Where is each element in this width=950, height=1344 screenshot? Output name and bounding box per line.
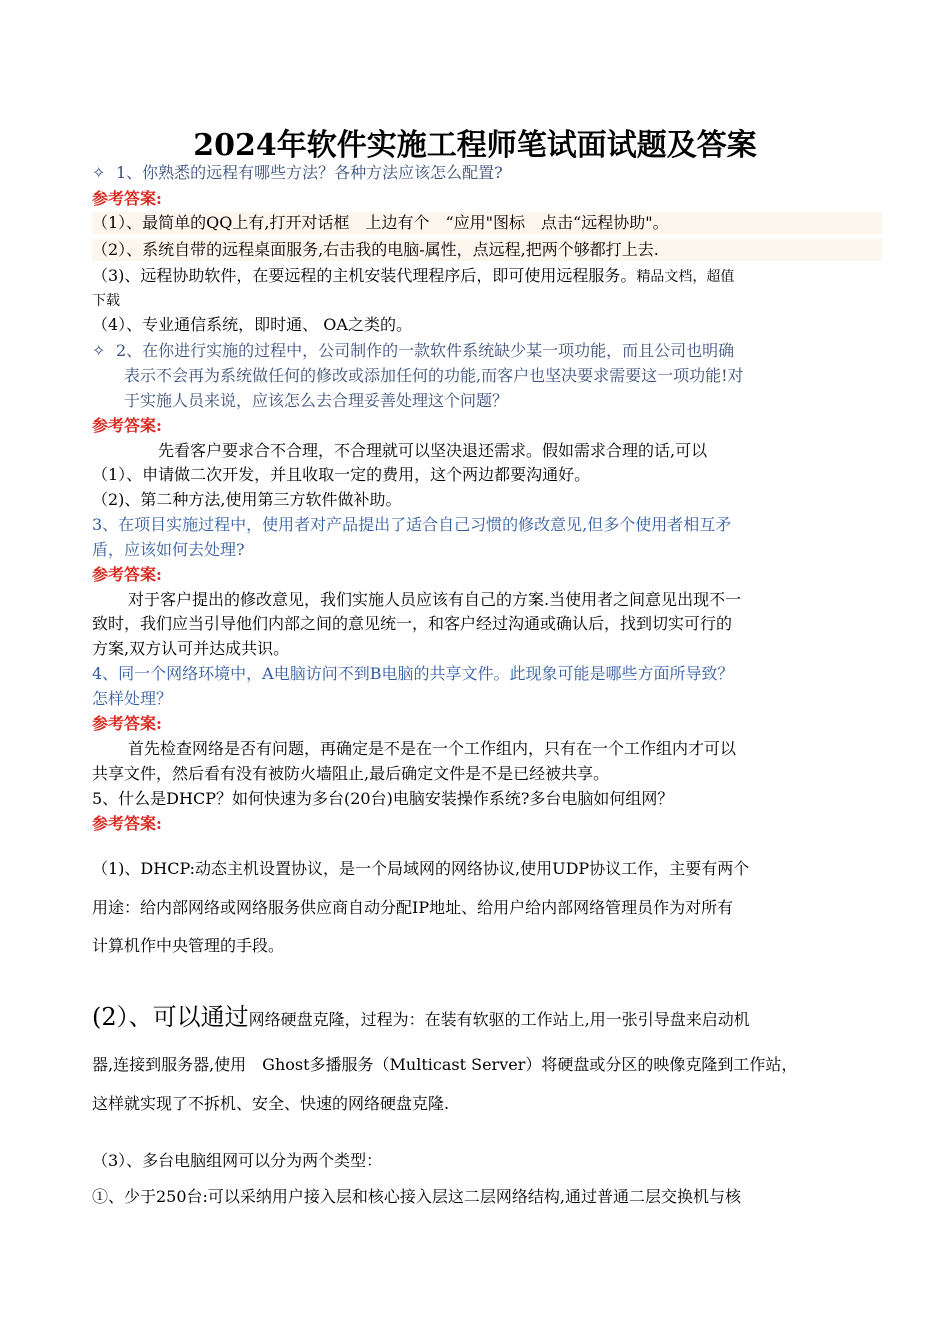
answer-5-p2-lead: (2）、可以通过 xyxy=(92,1003,249,1031)
question-5: 5、什么是DHCP？如何快速为多台(20台)电脑安装操作系统?多台电脑如何组网？ xyxy=(92,789,674,808)
answer-5-p2-line-3: 这样就实现了不拆机、安全、快速的网络硬盘克隆. xyxy=(92,1094,450,1113)
answer-5-p1-line-1: （1)、DHCP:动态主机设置协议，是一个局域网的网络协议,使用UDP协议工作，主要有两个 xyxy=(92,859,750,878)
answer-5-p1-line-2: 用途：给内部网络或网络服务供应商自动分配IP地址、给用户给内部网络管理员作为对所有 xyxy=(92,898,734,917)
answer-label: 参考答案: xyxy=(92,814,162,833)
answer-5-p2-text: 网络硬盘克隆，过程为：在装有软驱的工作站上,用一张引导盘来启动机 xyxy=(248,1010,750,1029)
question-4-line-2: 怎样处理？ xyxy=(92,689,173,708)
question-2-text-1: 2、在你进行实施的过程中，公司制作的一款软件系统缺少某一项功能，而且公司也明确 xyxy=(116,341,735,360)
answer-label: 参考答案: xyxy=(92,714,162,733)
answer-1-item-3-text: （3)、远程协助软件，在要远程的主机安装代理程序后，即可使用远程服务。 xyxy=(92,266,637,285)
document-title: 2024年软件实施工程师笔试面试题及答案 xyxy=(193,128,757,163)
question-3-line-1: 3、在项目实施过程中，使用者对产品提出了适合自己习惯的修改意见,但多个使用者相互矛 xyxy=(92,515,732,534)
answer-1-item-1: （1）、最简单的QQ上有,打开对话框 上边有个 “应用"图标 点击“远程协助"。 xyxy=(92,212,882,234)
answer-label: 参考答案: xyxy=(92,416,162,435)
answer-2-intro: 先看客户要求合不合理，不合理就可以坚决退还需求。假如需求合理的话,可以 xyxy=(158,441,708,460)
watermark-text: 精品文档，超值 xyxy=(636,269,735,285)
answer-2-item-1: （1）、申请做二次开发，并且收取一定的费用，这个两边都要沟通好。 xyxy=(92,465,591,484)
answer-5-p2-line-2: 器,连接到服务器,使用 Ghost多播服务（Multicast Server）将硬盘或分区的映像克隆到工作站， xyxy=(92,1055,798,1074)
watermark-text-2: 下载 xyxy=(92,293,120,309)
answer-3-line-3: 方案,双方认可并达成共识。 xyxy=(92,639,290,658)
answer-label: 参考答案: xyxy=(92,189,162,208)
diamond-outline-icon: ✧ xyxy=(92,163,106,182)
question-4-line-1: 4、同一个网络环境中，A电脑访问不到B电脑的共享文件。此现象可能是哪些方面所导致？ xyxy=(92,664,734,683)
diamond-outline-icon: ✧ xyxy=(92,341,106,360)
question-2-line-3: 于实施人员来说，应该怎么去合理妥善处理这个问题？ xyxy=(124,391,509,410)
question-2-line-1 xyxy=(92,340,882,362)
answer-5-p3-line-2: ①、少于250台:可以采纳用户接入层和核心接入层这二层网络结构,通过普通二层交换机与核 xyxy=(92,1187,742,1206)
answer-1-item-4: （4）、专业通信系统，即时通、 OA之类的。 xyxy=(92,315,412,334)
question-3-line-2: 盾，应该如何去处理? xyxy=(92,540,245,559)
answer-5-p2-line-1 xyxy=(92,1002,882,1035)
answer-4-line-1: 首先检查网络是否有问题，再确定是不是在一个工作组内，只有在一个工作组内才可以 xyxy=(128,739,737,758)
answer-2-item-2: （2)、第二种方法,使用第三方软件做补助。 xyxy=(92,490,402,509)
answer-1-item-2: （2）、系统自带的远程桌面服务,右击我的电脑-属性，点远程,把两个够都打上去. xyxy=(92,239,882,261)
question-2-line-2: 表示不会再为系统做任何的修改或添加任何的功能,而客户也坚决要求需要这一项功能!对 xyxy=(124,366,744,385)
answer-3-line-2: 致时，我们应当引导他们内部之间的意见统一，和客户经过沟通或确认后，找到切实可行的 xyxy=(92,614,733,633)
answer-4-line-2: 共享文件，然后看有没有被防火墙阻止,最后确定文件是不是已经被共享。 xyxy=(92,764,610,783)
answer-1-item-3 xyxy=(92,265,882,288)
question-1 xyxy=(92,162,882,184)
answer-3-line-1: 对于客户提出的修改意见，我们实施人员应该有自己的方案.当使用者之间意见出现不一 xyxy=(128,590,742,609)
answer-5-p1-line-3: 计算机作中央管理的手段。 xyxy=(92,936,285,955)
answer-label: 参考答案: xyxy=(92,565,162,584)
answer-5-p3-line-1: （3）、多台电脑组网可以分为两个类型： xyxy=(92,1151,383,1170)
question-1-text: 1、你熟悉的远程有哪些方法？各种方法应该怎么配置? xyxy=(116,163,503,182)
